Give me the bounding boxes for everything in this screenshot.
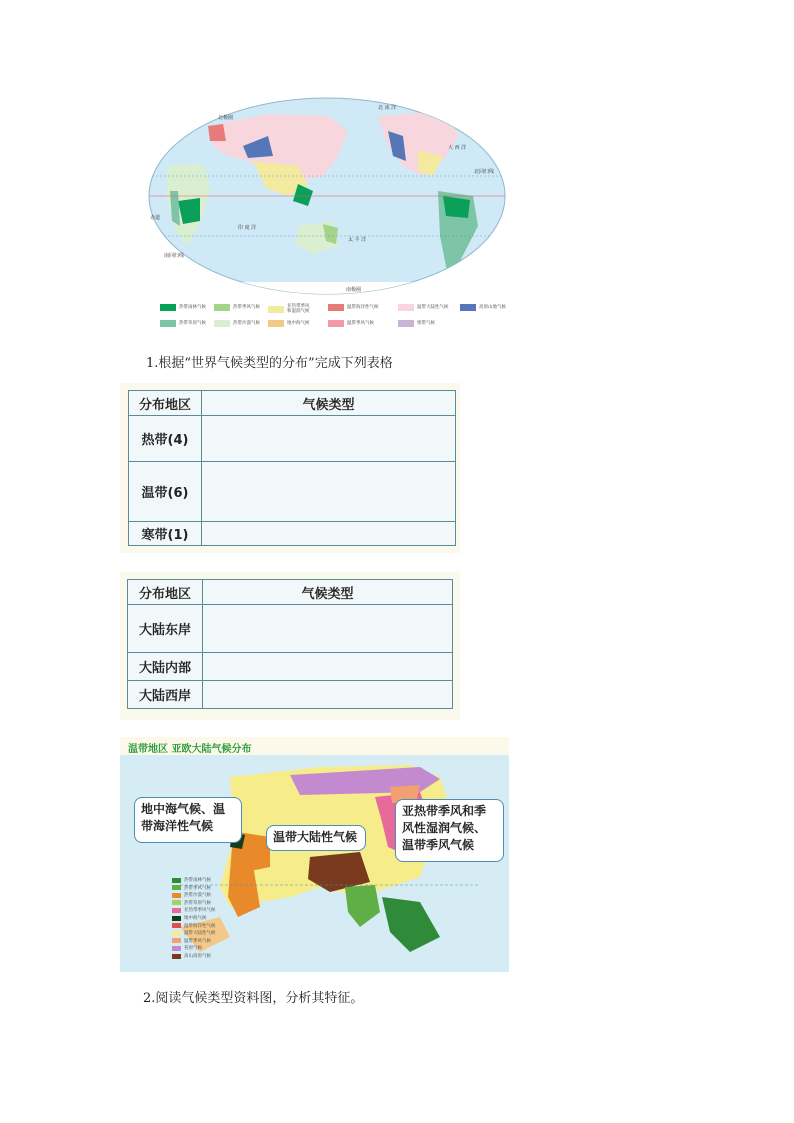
world-legend-item	[214, 304, 260, 311]
eurasia-climate-map	[120, 737, 509, 972]
world-legend-label: 热带草原气候	[179, 321, 206, 326]
eurasia-legend-item	[172, 885, 211, 891]
eurasia-legend-swatch	[172, 916, 181, 921]
table-1-row-tropical: 热带(4)	[129, 416, 202, 462]
antarctic-circle-label: 南极圈	[346, 287, 362, 293]
world-legend-item	[398, 320, 435, 327]
eurasia-legend-label: 热带草原气候	[184, 900, 211, 906]
world-legend-swatch	[160, 304, 176, 311]
pacific-ocean-label: 太 平 洋	[348, 237, 367, 243]
world-legend-swatch	[398, 320, 414, 327]
eurasia-legend-swatch	[172, 923, 181, 928]
world-legend-item	[160, 304, 206, 311]
table-1-cell-frigid-answer[interactable]	[202, 522, 456, 546]
table-1-row-temperate: 温带(6)	[129, 462, 202, 522]
question-2-number: 2.	[143, 991, 156, 1006]
world-legend-swatch	[398, 304, 414, 311]
table-1-header-region: 分布地区	[129, 391, 202, 416]
table-1-panel	[120, 383, 460, 553]
world-legend-swatch	[268, 306, 284, 313]
callout-east-coast: 亚热带季风和季风性湿润气候、温带季风气候	[395, 799, 504, 862]
eurasia-legend-swatch	[172, 938, 181, 943]
table-2-cell-west-coast-answer[interactable]	[203, 681, 453, 709]
table-2-header-climate: 气候类型	[203, 580, 453, 605]
eurasia-legend-swatch	[172, 900, 181, 905]
table-2-row-east-coast: 大陆东岸	[128, 605, 203, 653]
arctic-ocean-label: 北 冰 洋	[378, 105, 397, 111]
world-legend-item	[328, 304, 379, 311]
eurasia-legend-item	[172, 923, 216, 929]
eurasia-legend-swatch	[172, 908, 181, 913]
world-legend-label: 高原山地气候	[479, 305, 506, 310]
world-legend-swatch	[328, 320, 344, 327]
table-1-cell-temperate-answer[interactable]	[202, 462, 456, 522]
world-legend-swatch	[268, 320, 284, 327]
tropic-north-label: 北回归线	[474, 169, 495, 175]
arctic-circle-label: 北极圈	[218, 115, 234, 121]
question-1-number: 1.	[146, 356, 159, 371]
eurasia-legend-label: 亚热带季风气候	[184, 908, 216, 914]
world-legend-label: 温带季风气候	[347, 321, 374, 326]
eurasia-legend-item	[172, 900, 211, 906]
eurasia-legend-label: 苔原气候	[184, 946, 202, 952]
world-legend-swatch	[214, 320, 230, 327]
world-map-legend	[160, 300, 506, 334]
world-legend-item	[460, 304, 506, 311]
eurasia-legend-swatch	[172, 946, 181, 951]
world-legend-item	[214, 320, 260, 327]
eurasia-legend-swatch	[172, 893, 181, 898]
eurasia-legend-item	[172, 892, 211, 898]
atlantic-ocean-label: 大 西 洋	[448, 145, 467, 151]
eurasia-legend-item	[172, 945, 202, 951]
eurasia-legend-swatch	[172, 954, 181, 959]
eurasia-legend-swatch	[172, 931, 181, 936]
world-legend-label: 温带大陆性气候	[417, 305, 449, 310]
eurasia-legend-label: 温带海洋性气候	[184, 923, 216, 929]
world-legend-label: 热带季风气候	[233, 305, 260, 310]
question-2-text: 阅读气候类型资料图，分析其特征。	[155, 991, 364, 1006]
table-2-row-west-coast: 大陆西岸	[128, 681, 203, 709]
eurasia-legend-label: 热带季风气候	[184, 885, 211, 891]
world-legend-label: 地中海气候	[287, 321, 310, 326]
table-1-row-frigid: 寒带(1)	[129, 522, 202, 546]
question-2	[143, 987, 363, 1006]
eurasia-legend-item	[172, 907, 216, 913]
world-legend-item	[398, 304, 449, 311]
table-2-panel	[120, 572, 460, 720]
eurasia-legend-item	[172, 915, 207, 921]
eurasia-legend-swatch	[172, 885, 181, 890]
eurasia-legend-label: 温带大陆性气候	[184, 931, 216, 937]
eurasia-legend-label: 高山高原气候	[184, 954, 211, 959]
equator-label: 赤道	[150, 215, 161, 221]
eurasia-legend-label: 热带沙漠气候	[184, 893, 211, 899]
world-legend-item	[160, 320, 206, 327]
world-legend-label: 热带雨林气候	[179, 305, 206, 310]
table-2-row-interior: 大陆内部	[128, 653, 203, 681]
tropic-south-label: 南回归线	[164, 253, 185, 259]
world-legend-item	[268, 304, 310, 314]
world-legend-swatch	[160, 320, 176, 327]
eurasia-legend-item	[172, 877, 211, 883]
world-legend-item	[328, 320, 374, 327]
world-map-graphic	[148, 96, 506, 301]
eurasia-legend-item	[172, 930, 216, 936]
table-1	[128, 390, 456, 546]
world-legend-item	[268, 320, 310, 327]
eurasia-legend-item	[172, 953, 211, 959]
callout-west-coast: 地中海气候、温带海洋性气候	[134, 797, 242, 843]
eurasia-legend-label: 热带雨林气候	[184, 878, 211, 883]
world-legend-swatch	[460, 304, 476, 311]
world-legend-label: 寒带气候	[417, 321, 435, 326]
table-1-header-climate: 气候类型	[202, 391, 456, 416]
callout-interior: 温带大陆性气候	[266, 825, 366, 851]
eurasia-map-title: 温带地区 亚欧大陆气候分布	[128, 744, 252, 755]
eurasia-legend-label: 地中海气候	[184, 916, 207, 921]
question-1	[146, 352, 393, 371]
world-legend-label: 亚热带季风 和湿润气候	[287, 304, 310, 314]
table-2-cell-east-coast-answer[interactable]	[203, 605, 453, 653]
world-legend-swatch	[214, 304, 230, 311]
table-1-cell-tropical-answer[interactable]	[202, 416, 456, 462]
world-legend-swatch	[328, 304, 344, 311]
indian-ocean-label: 印 度 洋	[238, 225, 257, 231]
table-2	[127, 579, 453, 709]
eurasia-legend-label: 温带季风气候	[184, 938, 211, 944]
world-legend-label: 温带海洋性气候	[347, 305, 379, 310]
world-legend-label: 热带沙漠气候	[233, 321, 260, 326]
eurasia-legend-swatch	[172, 878, 181, 883]
question-1-text: 根据“世界气候类型的分布”完成下列表格	[158, 356, 393, 371]
table-2-cell-interior-answer[interactable]	[203, 653, 453, 681]
table-2-header-region: 分布地区	[128, 580, 203, 605]
eurasia-legend-item	[172, 938, 211, 944]
